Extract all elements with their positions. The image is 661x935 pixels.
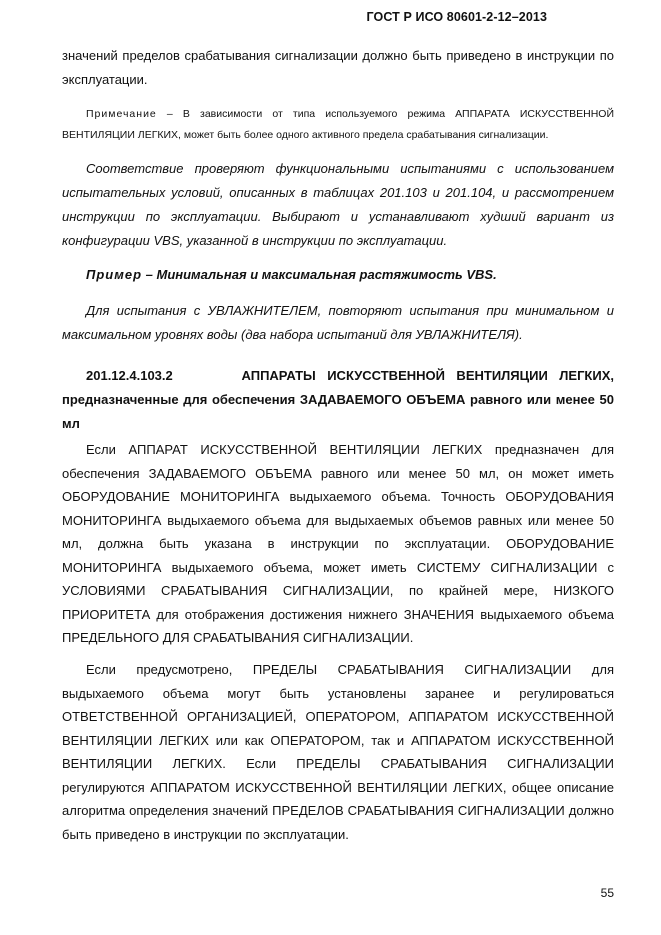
standard-header: ГОСТ Р ИСО 80601-2-12–2013 <box>366 10 547 24</box>
section-heading <box>62 364 614 436</box>
note-paragraph <box>62 104 614 146</box>
humidifier-paragraph: Для испытания с УВЛАЖНИТЕЛЕМ, повторяют испытания при минимальном и максимальном уровнях воды (два набора испытаний для УВЛАЖНИТЕЛЯ). <box>62 303 614 342</box>
note-label: Примечание <box>86 108 157 120</box>
section-title: АППАРАТЫ ИСКУССТВЕННОЙ ВЕНТИЛЯЦИИ ЛЕГКИХ, предназначенные для обеспечения ЗАДАВАЕМОГО ОБЪЕМА равного или менее 50 мл <box>62 368 614 431</box>
body-paragraph-2: Если предусмотрено, ПРЕДЕЛЫ СРАБАТЫВАНИЯ СИГНАЛИЗАЦИИ для выдыхаемого объема могут быть установлены заранее и регулироваться ОТВЕТСТВЕННОЙ ОРГАНИЗАЦИЕЙ, ОПЕРАТОРОМ, АППАРАТОМ ИСКУССТВЕННОЙ ВЕНТИЛЯЦИИ ЛЕГКИХ или как ОПЕРАТОРОМ, так и АППАРАТОМ ИСКУССТВЕННОЙ ВЕНТИЛЯЦИИ ЛЕГКИХ. Если ПРЕДЕЛЫ СРАБАТЫВАНИЯ СИГНАЛИЗАЦИИ регулируются АППАРАТОМ ИСКУССТВЕННОЙ ВЕНТИЛЯЦИИ ЛЕГКИХ, общее описание алгоритма определения значений ПРЕДЕЛОВ СРАБАТЫВАНИЯ СИГНАЛИЗАЦИИ должно быть приведено в инструкции по эксплуатации. <box>62 662 614 842</box>
note-block <box>62 104 614 146</box>
example-text: – Минимальная и максимальная растяжимость VBS. <box>142 267 497 282</box>
page-number: 55 <box>600 886 614 900</box>
compliance-paragraph: Соответствие проверяют функциональными испытаниями с использованием испытательных условий, описанных в таблицах 201.103 и 201.104, и рассмотрением инструкции по эксплуатации. Выбирают и устанавливают худший вариант из конфигурации VBS, указанной в инструкции по эксплуатации. <box>62 161 614 248</box>
example-label: Пример <box>86 267 143 282</box>
paragraph-text: значений пределов срабатывания сигнализации должно быть приведено в инструкции по эксплуатации. <box>62 48 614 87</box>
example-line <box>86 263 614 287</box>
note-text: В зависимости от типа используемого режима АППАРАТА ИСКУССТВЕННОЙ ВЕНТИЛЯЦИИ ЛЕГКИХ, может быть более одного активного предела срабатывания сигнализации. <box>62 108 614 141</box>
paragraph-continuation <box>62 44 614 92</box>
body-paragraph-1: Если АППАРАТ ИСКУССТВЕННОЙ ВЕНТИЛЯЦИИ ЛЕГКИХ предназначен для обеспечения ЗАДАВАЕМОГО ОБЪЕМА равного или менее 50 мл, он может иметь ОБОРУДОВАНИЕ МОНИТОРИНГА выдыхаемого объема. Точность ОБОРУДОВАНИЯ МОНИТОРИНГА выдыхаемого объема для выдыхаемых объемов равных или менее 50 мл, должна быть указана в инструкции по эксплуатации. ОБОРУДОВАНИЕ МОНИТОРИНГА выдыхаемого объема, может иметь СИСТЕМУ СИГНАЛИЗАЦИИ с УСЛОВИЯМИ СРАБАТЫВАНИЯ СИГНАЛИЗАЦИИ, по крайней мере, НИЗКОГО ПРИОРИТЕТА для отображения достижения нижнего ЗНАЧЕНИЯ выдыхаемого объема ПРЕДЕЛЬНОГО ДЛЯ СРАБАТЫВАНИЯ СИГНАЛИЗАЦИИ. <box>62 442 614 645</box>
note-dash: – <box>156 108 183 120</box>
section-number: 201.12.4.103.2 <box>86 368 173 383</box>
